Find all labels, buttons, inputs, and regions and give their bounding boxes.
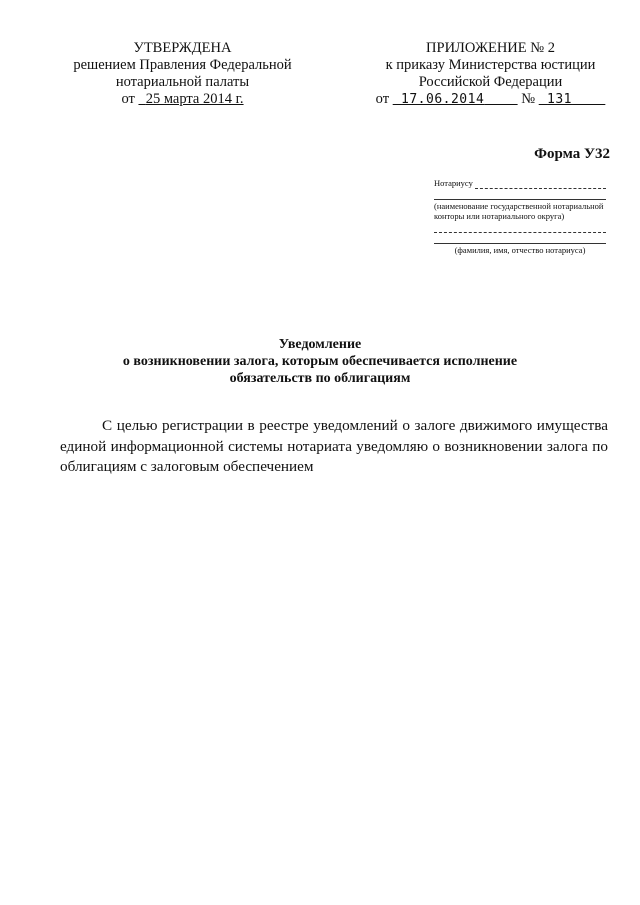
heading-line-1: Уведомление: [278, 337, 362, 352]
appendix-line-2: Российской Федерации: [418, 74, 563, 90]
appendix-date-line: [368, 91, 613, 108]
approval-date-prefix: от: [121, 91, 135, 107]
approval-title: УТВЕРЖДЕНА: [133, 40, 232, 56]
notary-to-field[interactable]: [475, 180, 606, 189]
appendix-number-prefix: №: [521, 91, 536, 107]
document-heading: [90, 336, 550, 387]
notary-org-field[interactable]: [434, 189, 606, 200]
heading-line-3: обязательств по облигациям: [229, 371, 411, 386]
notary-name-field-2[interactable]: [434, 233, 606, 244]
appendix-date-prefix: от: [375, 91, 390, 107]
appendix-date-value: 17.06.2014: [401, 92, 485, 107]
approval-date-value: 25 марта 2014 г.: [145, 91, 244, 107]
heading-line-2: о возникновении залога, которым обеспечивается исполнение: [122, 354, 518, 369]
appendix-line-1: к приказу Министерства юстиции: [385, 57, 596, 73]
notary-to-label: Нотариусу: [434, 178, 473, 188]
notary-address-block: [434, 178, 606, 255]
approval-date-line: [60, 91, 305, 108]
appendix-number-value: 131: [547, 92, 573, 107]
form-code: Форма У32: [534, 146, 610, 162]
approval-block: [60, 40, 305, 108]
body-paragraph: С целью регистрации в реестре уведомлений о залоге движимого имущества единой информационной системы нотариата уведомляю о возникновении залога по облигациям с залоговым обеспечением: [60, 417, 608, 475]
approval-line-1: решением Правления Федеральной: [73, 57, 292, 73]
approval-line-2: нотариальной палаты: [115, 74, 250, 90]
notary-name-caption: (фамилия, имя, отчество нотариуса): [454, 244, 586, 255]
notary-to-line: [434, 178, 606, 189]
appendix-title: ПРИЛОЖЕНИЕ № 2: [426, 40, 555, 56]
appendix-block: [368, 40, 613, 108]
notary-org-caption: (наименование государственной нотариальной конторы или нотариального округа): [434, 200, 604, 221]
notary-name-field-1[interactable]: [434, 222, 606, 233]
